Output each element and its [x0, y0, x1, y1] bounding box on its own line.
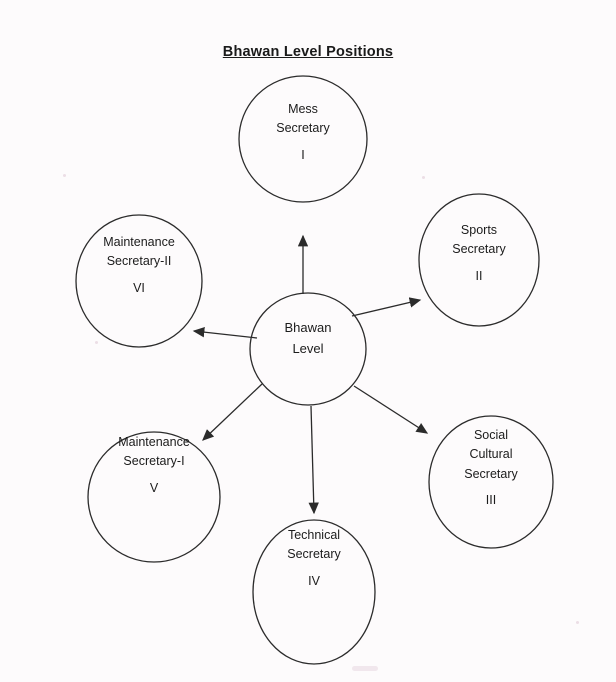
- node-maintenance-secretary-1-ellipse: [88, 432, 220, 562]
- node-maintenance-secretary-1-label: Maintenance Secretary-I V: [118, 435, 190, 495]
- scan-speck: [422, 176, 425, 179]
- connector-center-to-social-cultural-secretary: [354, 386, 427, 433]
- scan-speck: [95, 341, 98, 344]
- node-maintenance-secretary-2-label: Maintenance Secretary-II VI: [103, 235, 175, 295]
- scan-speck: [352, 666, 378, 671]
- node-social-cultural-secretary-label: Social Cultural Secretary III: [464, 428, 518, 508]
- page-title: Bhawan Level Positions: [222, 44, 394, 60]
- node-center-label: Bhawan Level: [284, 320, 332, 356]
- scan-speck: [63, 174, 66, 177]
- node-mess-secretary-label: Mess Secretary I: [276, 102, 330, 162]
- connector-center-to-sports-secretary: [352, 300, 420, 316]
- connector-center-to-maintenance-secretary-1: [203, 384, 262, 440]
- node-mess-secretary-ellipse: [239, 76, 367, 202]
- node-technical-secretary-label: Technical Secretary IV: [287, 528, 341, 588]
- node-center-ellipse: [250, 293, 366, 405]
- connector-center-to-technical-secretary: [311, 406, 314, 513]
- node-technical-secretary-ellipse: [253, 520, 375, 664]
- node-maintenance-secretary-2-ellipse: [76, 215, 202, 347]
- connector-center-to-maintenance-secretary-2: [194, 331, 257, 338]
- node-social-cultural-secretary-ellipse: [429, 416, 553, 548]
- node-sports-secretary-label: Sports Secretary II: [452, 223, 506, 283]
- scan-speck: [576, 621, 579, 624]
- node-sports-secretary-ellipse: [419, 194, 539, 326]
